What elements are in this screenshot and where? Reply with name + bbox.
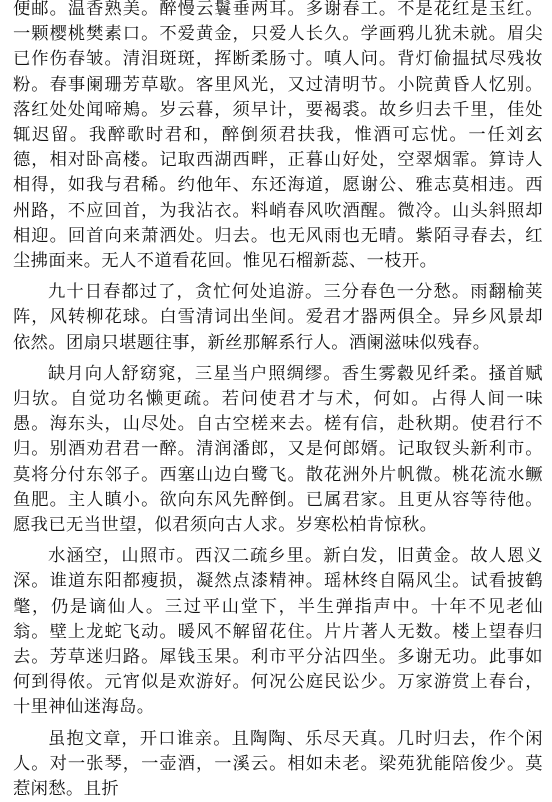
paragraph-3: 缺月向人舒窈窕，三星当户照绸缪。香生雾縠见纤柔。搔首赋归欤。自觉功名懒更疏。若问使君才与术，何如。占得人间一味愚。海东头，山尽处。自古空槎来去。槎有信，赴秋期。使君行不归。别酒劝君君一醉。清润潘郎，又是何郎婿。记取钗头新利市。莫将分付东邻子。西塞山边白鹭飞。散花洲外片帆微。桃花流水鳜鱼肥。主人瞋小。欲向东风先醉倒。已属君家。且更从容等待他。愿我已无当世望，似君须向古人求。岁寒松柏肯惊秋。 (13, 363, 543, 536)
paragraph-1: 便邮。温香熟美。醉慢云鬟垂两耳。多谢春工。不是花红是玉红。一颗樱桃樊素口。不爱黄金，只爱人长久。学画鸦儿犹未就。眉尖已作伤春皱。清泪斑斑，挥断柔肠寸。嗔人问。背灯偷揾拭尽残妆粉。春事阑珊芳草歇。客里风光，又过清明节。小院黄昏人忆别。落红处处闻啼鴂。岁云暮，须早计，要褐裘。故乡归去千里，佳处辄迟留。我醉歌时君和，醉倒须君扶我，惟酒可忘忧。一任刘玄德，相对卧高楼。记取西湖西畔，正暮山好处，空翠烟霏。算诗人相得，如我与君稀。约他年、东还海道，愿谢公、雅志莫相违。西州路，不应回首，为我沾衣。料峭春风吹酒醒。微冷。山头斜照却相迎。回首向来萧洒处。归去。也无风雨也无晴。紫陌寻春去，红尘拂面来。无人不道看花回。惟见石榴新蕊、一枝开。 (13, 0, 543, 272)
paragraph-5: 虽抱文章，开口谁亲。且陶陶、乐尽天真。几时归去，作个闲人。对一张琴，一壶酒，一溪云。相如未老。梁苑犹能陪俊少。莫惹闲愁。且折 (13, 728, 543, 800)
paragraph-2: 九十日春都过了，贪忙何处追游。三分春色一分愁。雨翻榆荚阵，风转柳花球。白雪清词出坐间。爱君才器两俱全。异乡风景却依然。团扇只堪题往事，新丝那解系行人。酒阑滋味似残春。 (13, 282, 543, 353)
paragraph-4: 水涵空，山照市。西汉二疏乡里。新白发，旧黄金。故人恩义深。谁道东阳都瘦损，凝然点漆精神。瑶林终自隔风尘。试看披鹤氅，仍是谪仙人。三过平山堂下，半生弹指声中。十年不见老仙翁。壁上龙蛇飞动。暖风不解留花住。片片著人无数。楼上望春归去。芳草迷归路。犀钱玉果。利市平分沾四坐。多谢无功。此事如何到得侬。元宵似是欢游好。何况公庭民讼少。万家游赏上春台，十里神仙迷海岛。 (13, 546, 543, 718)
